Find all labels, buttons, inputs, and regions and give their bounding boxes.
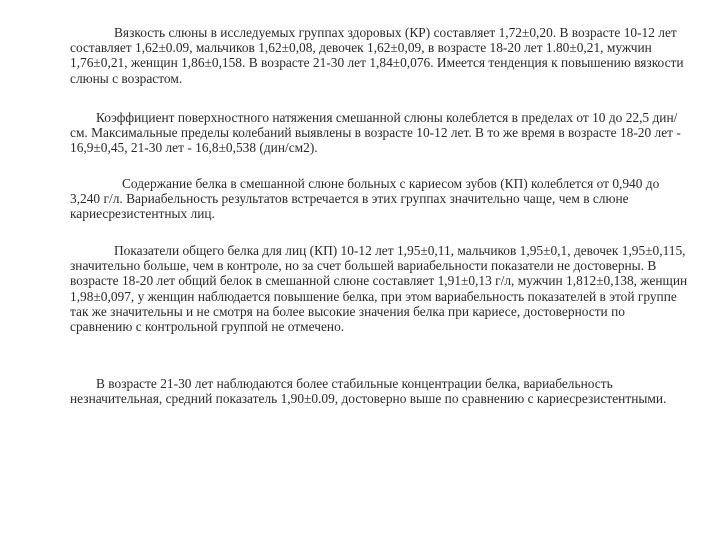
- paragraph-total-protein: Показатели общего белка для лиц (КП) 10-12 лет 1,95±0,11, мальчиков 1,95±0,1, девочек 1,95±0,115, значительно больше, чем в контроле, но за счет большей вариабельности показатели не достоверны. В возрасте 18-20 лет общий белок в смешанной слюне составляет 1,91±0,13 г/л, мужчин 1,812±0,138, женщин 1,98±0,097, у женщин наблюдается повышение белка, при этом вариабельность показателей в этой группе так же значительны и не смотря на более высокие значения белка при кариесе, достоверности по сравнению с контрольной группой не отмечено.: [70, 243, 688, 335]
- paragraph-age-21-30: В возрасте 21-30 лет наблюдаются более стабильные концентрации белка, вариабельность незначительная, средний показатель 1,90±0.09, достоверно выше по сравнению с кариесрезистентными.: [70, 376, 667, 407]
- paragraph-surface-tension: Коэффициент поверхностного натяжения смешанной слюны колеблется в пределах от 10 до 22,5 дин/см. Максимальные пределы колебаний выявлены в возрасте 10-12 лет. В то же время в возрасте 18-20 лет - 16,9±0,45, 21-30 лет - 16,8±0,538 (дин/см2).: [70, 110, 681, 156]
- paragraph-saliva-viscosity: Вязкость слюны в исследуемых группах здоровых (КР) составляет 1,72±0,20. В возрасте 10-12 лет составляет 1,62±0.09, мальчиков 1,62±0,08, девочек 1,62±0,09, в возрасте 18-20 лет 1.80±0,21, мужчин 1,76±0,21, женщин 1,86±0,158. В возрасте 21-30 лет 1,84±0,076. Имеется тенденция к повышению вязкости слюны с возрастом.: [70, 25, 684, 86]
- paragraph-protein-content: Содержание белка в смешанной слюне больных с кариесом зубов (КП) колеблется от 0,940 до 3,240 г/л. Вариабельность результатов встречается в этих группах значительно чаще, чем в слюне кариесрезистентных лиц.: [70, 176, 660, 222]
